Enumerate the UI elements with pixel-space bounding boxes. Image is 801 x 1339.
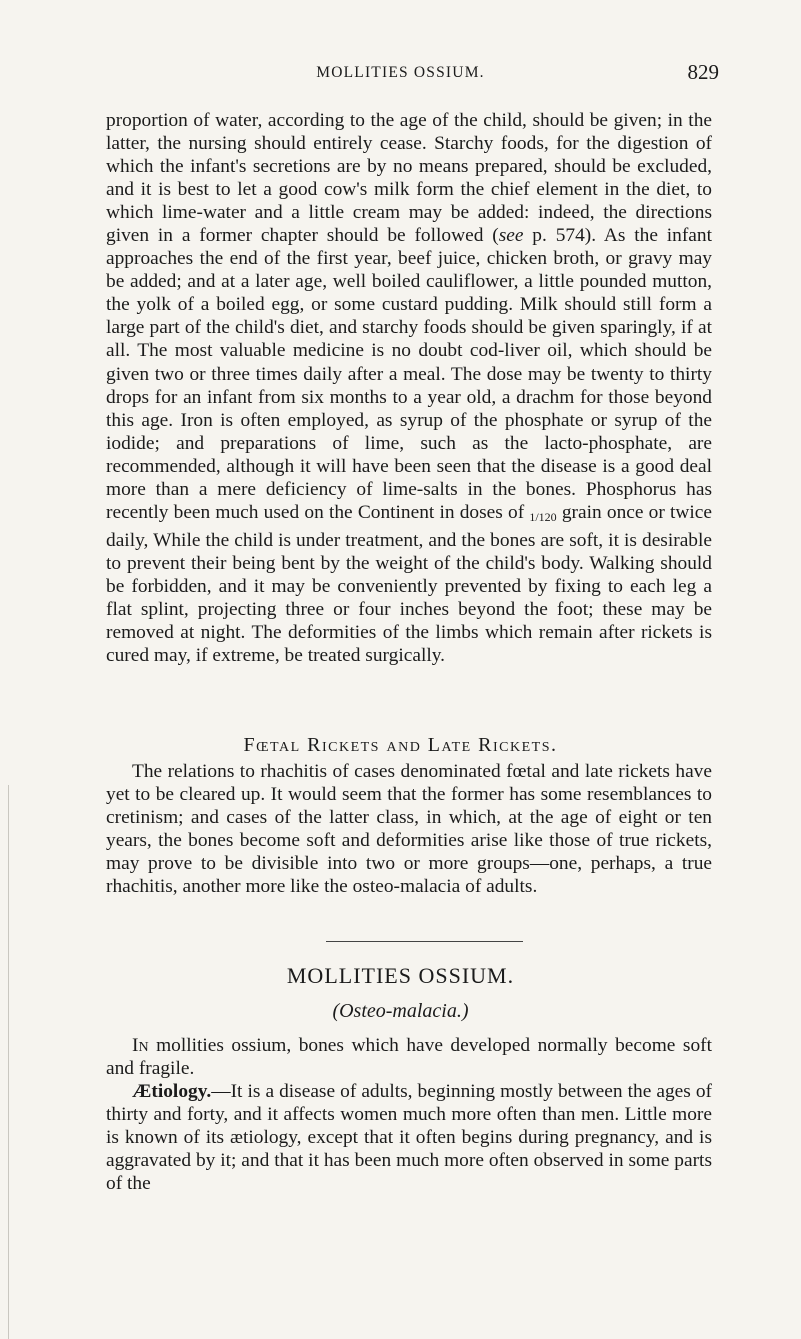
paragraph-diet-treatment [106, 109, 712, 667]
paragraph-aetiology [106, 1080, 712, 1195]
paragraph-text-3: grain once or twice daily, While the child is under treatment, and the bones are soft, it is desirable to prevent their being bent by the weight of the child's body. Walking should be forbidden, and it may be conveniently prevented by fixing to each leg a flat splint, projecting three or four inches beyond the foot; these may be removed at night. The deformities of the limbs which remain after rickets is cured may, if extreme, be treated surgically. [106, 501, 712, 667]
paragraph-text-1: proportion of water, according to the age of the child, should be given; in the latter, the nursing should entirely cease. Starchy foods, for the digestion of which the infant's secretions are by no means prepared, should be excluded, and it is best to let a good cow's milk form the chief element in the diet, to which lime-water and a little cream may be added: indeed, the directions given in a former chapter should be followed ( [106, 110, 712, 247]
page-header [0, 60, 801, 90]
page-number: 829 [687, 60, 719, 84]
paragraph-foetal-rickets: The relations to rhachitis of cases denominated fœtal and late rickets have yet to be cleared up. It would seem that the former has some resemblances to cretinism; and cases of the latter class, in which, at the age of eight or ten years, the bones become soft and deformities arise like those of true rickets, may prove to be divisible into two or more groups—one, perhaps, a true rhachitis, another more like the osteo-malacia of adults. [106, 761, 712, 898]
chapter-title: MOLLITIES OSSIUM. [286, 963, 515, 988]
paragraph-definition [106, 1034, 712, 1080]
scan-margin-line [8, 785, 9, 1339]
paragraph-text-2: p. 574). As the infant approaches the end of the first year, beef juice, chicken broth, or gravy may be added; and at a later age, well boiled cauliflower, a little pounded mutton, the yolk of a boiled egg, or some custard pudding. Milk should still form a large part of the child's diet, and starchy foods should be given sparingly, if at all. The most valuable medicine is no doubt cod-liver oil, which should be given two or three times daily after a meal. The dose may be twenty to thirty drops for an infant from six months to a year old, a drachm for those beyond this age. Iron is often employed, as syrup of the phosphate or syrup of the iodide; and preparations of lime, such as the lacto-phosphate, are recommended, although it will have been seen that the disease is a good deal more than a mere deficiency of lime-salts in the bones. Phosphorus has recently been much used on the Continent in doses of [106, 225, 712, 523]
see-reference: see [498, 225, 524, 247]
paragraph-definition-text: mollities ossium, bones which have developed normally become soft and fragile. [106, 1035, 712, 1080]
paragraph-lead: In [132, 1035, 149, 1056]
dose-fraction: 1/120 [529, 509, 557, 524]
section-divider [326, 941, 523, 942]
aetiology-heading: Ætiology. [132, 1081, 212, 1102]
chapter-subtitle: (Osteo-malacia.) [332, 1000, 469, 1022]
section-heading-foetal-rickets: Fœtal Rickets and Late Rickets. [243, 734, 558, 756]
running-title: MOLLITIES OSSIUM. [316, 64, 485, 81]
aetiology-text: —It is a disease of adults, beginning mostly between the ages of thirty and forty, and it affects women much more often than men. Little more is known of its ætiology, except that it often begins during pregnancy, and is aggravated by it; and that it has been much more often observed in some parts of the [106, 1081, 712, 1195]
